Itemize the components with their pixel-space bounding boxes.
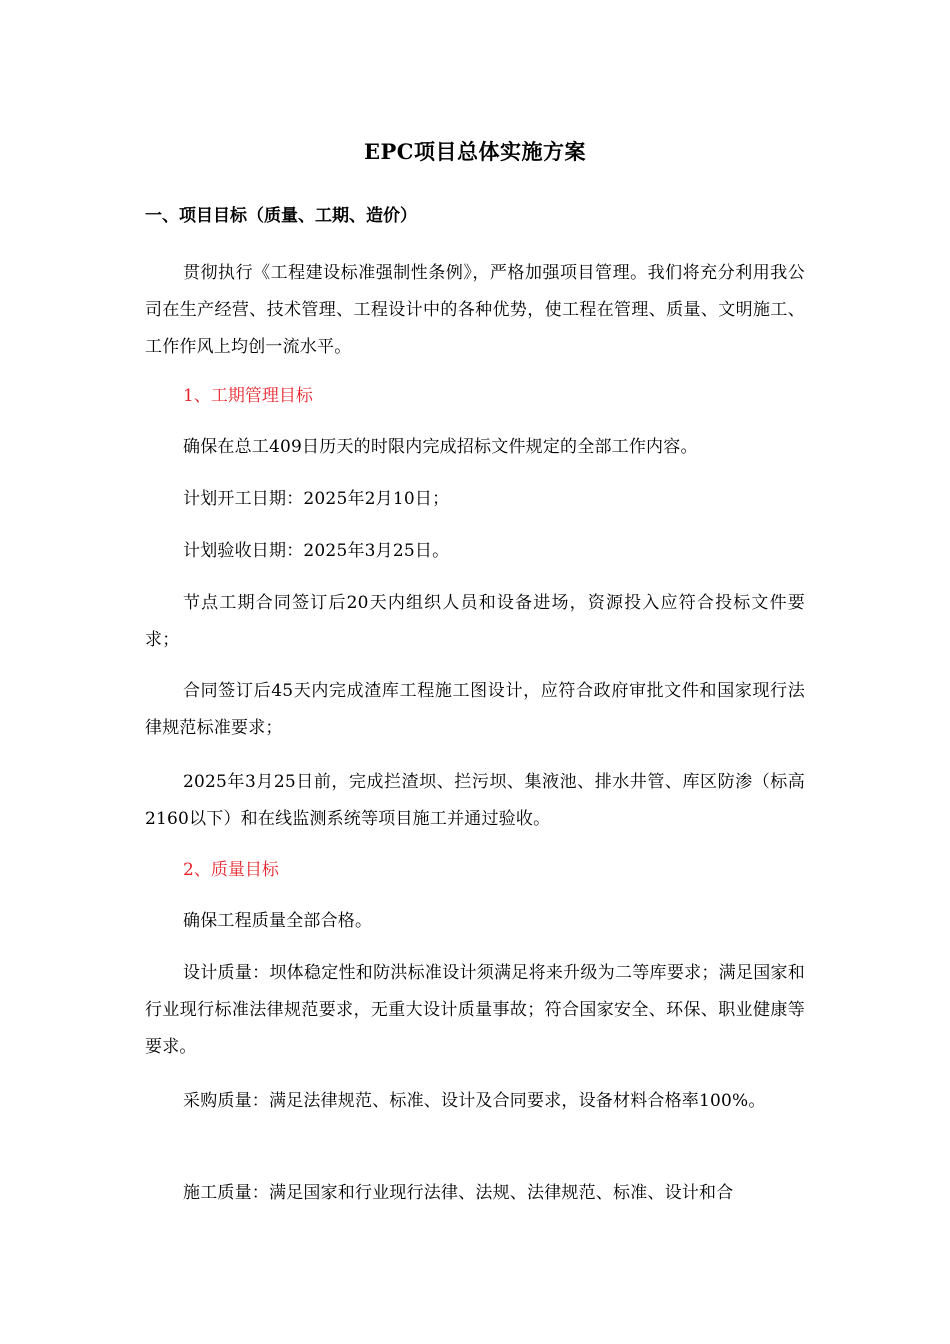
schedule-paragraph-acceptance-date: 计划验收日期：2025年3月25日。 — [183, 541, 450, 561]
schedule-paragraph-completion: 2025年3月25日前，完成拦渣坝、拦污坝、集液池、排水井管、库区防渗（标高2160以下）和在线监测系统等项目施工并通过验收。 — [145, 772, 805, 829]
quality-paragraph-construction: 施工质量：满足国家和行业现行法律、法规、法律规范、标准、设计和合 — [183, 1183, 734, 1203]
intro-paragraph: 贯彻执行《工程建设标准强制性条例》，严格加强项目管理。我们将充分利用我公司在生产经营、技术管理、工程设计中的各种优势，使工程在管理、质量、文明施工、工作作风上均创一流水平。 — [145, 263, 805, 357]
document-title: EPC项目总体实施方案 — [363, 139, 586, 164]
section-heading-project-goals: 一、项目目标（质量、工期、造价） — [145, 206, 417, 226]
subheading-quality-goals: 2、质量目标 — [183, 860, 279, 880]
schedule-paragraph-duration: 确保在总工409日历天的时限内完成招标文件规定的全部工作内容。 — [183, 437, 698, 457]
quality-paragraph-overall: 确保工程质量全部合格。 — [183, 911, 373, 931]
quality-paragraph-design: 设计质量：坝体稳定性和防洪标准设计须满足将来升级为二等库要求；满足国家和行业现行标准法律规范要求，无重大设计质量事故；符合国家安全、环保、职业健康等要求。 — [145, 963, 805, 1057]
schedule-paragraph-start-date: 计划开工日期：2025年2月10日； — [183, 489, 450, 509]
schedule-paragraph-design: 合同签订后45天内完成渣库工程施工图设计，应符合政府审批文件和国家现行法律规范标准要求； — [145, 681, 805, 738]
schedule-paragraph-mobilization: 节点工期合同签订后20天内组织人员和设备进场，资源投入应符合投标文件要求； — [145, 593, 805, 650]
quality-paragraph-procurement: 采购质量：满足法律规范、标准、设计及合同要求，设备材料合格率100%。 — [183, 1091, 766, 1111]
subheading-schedule-goals: 1、工期管理目标 — [183, 386, 313, 406]
